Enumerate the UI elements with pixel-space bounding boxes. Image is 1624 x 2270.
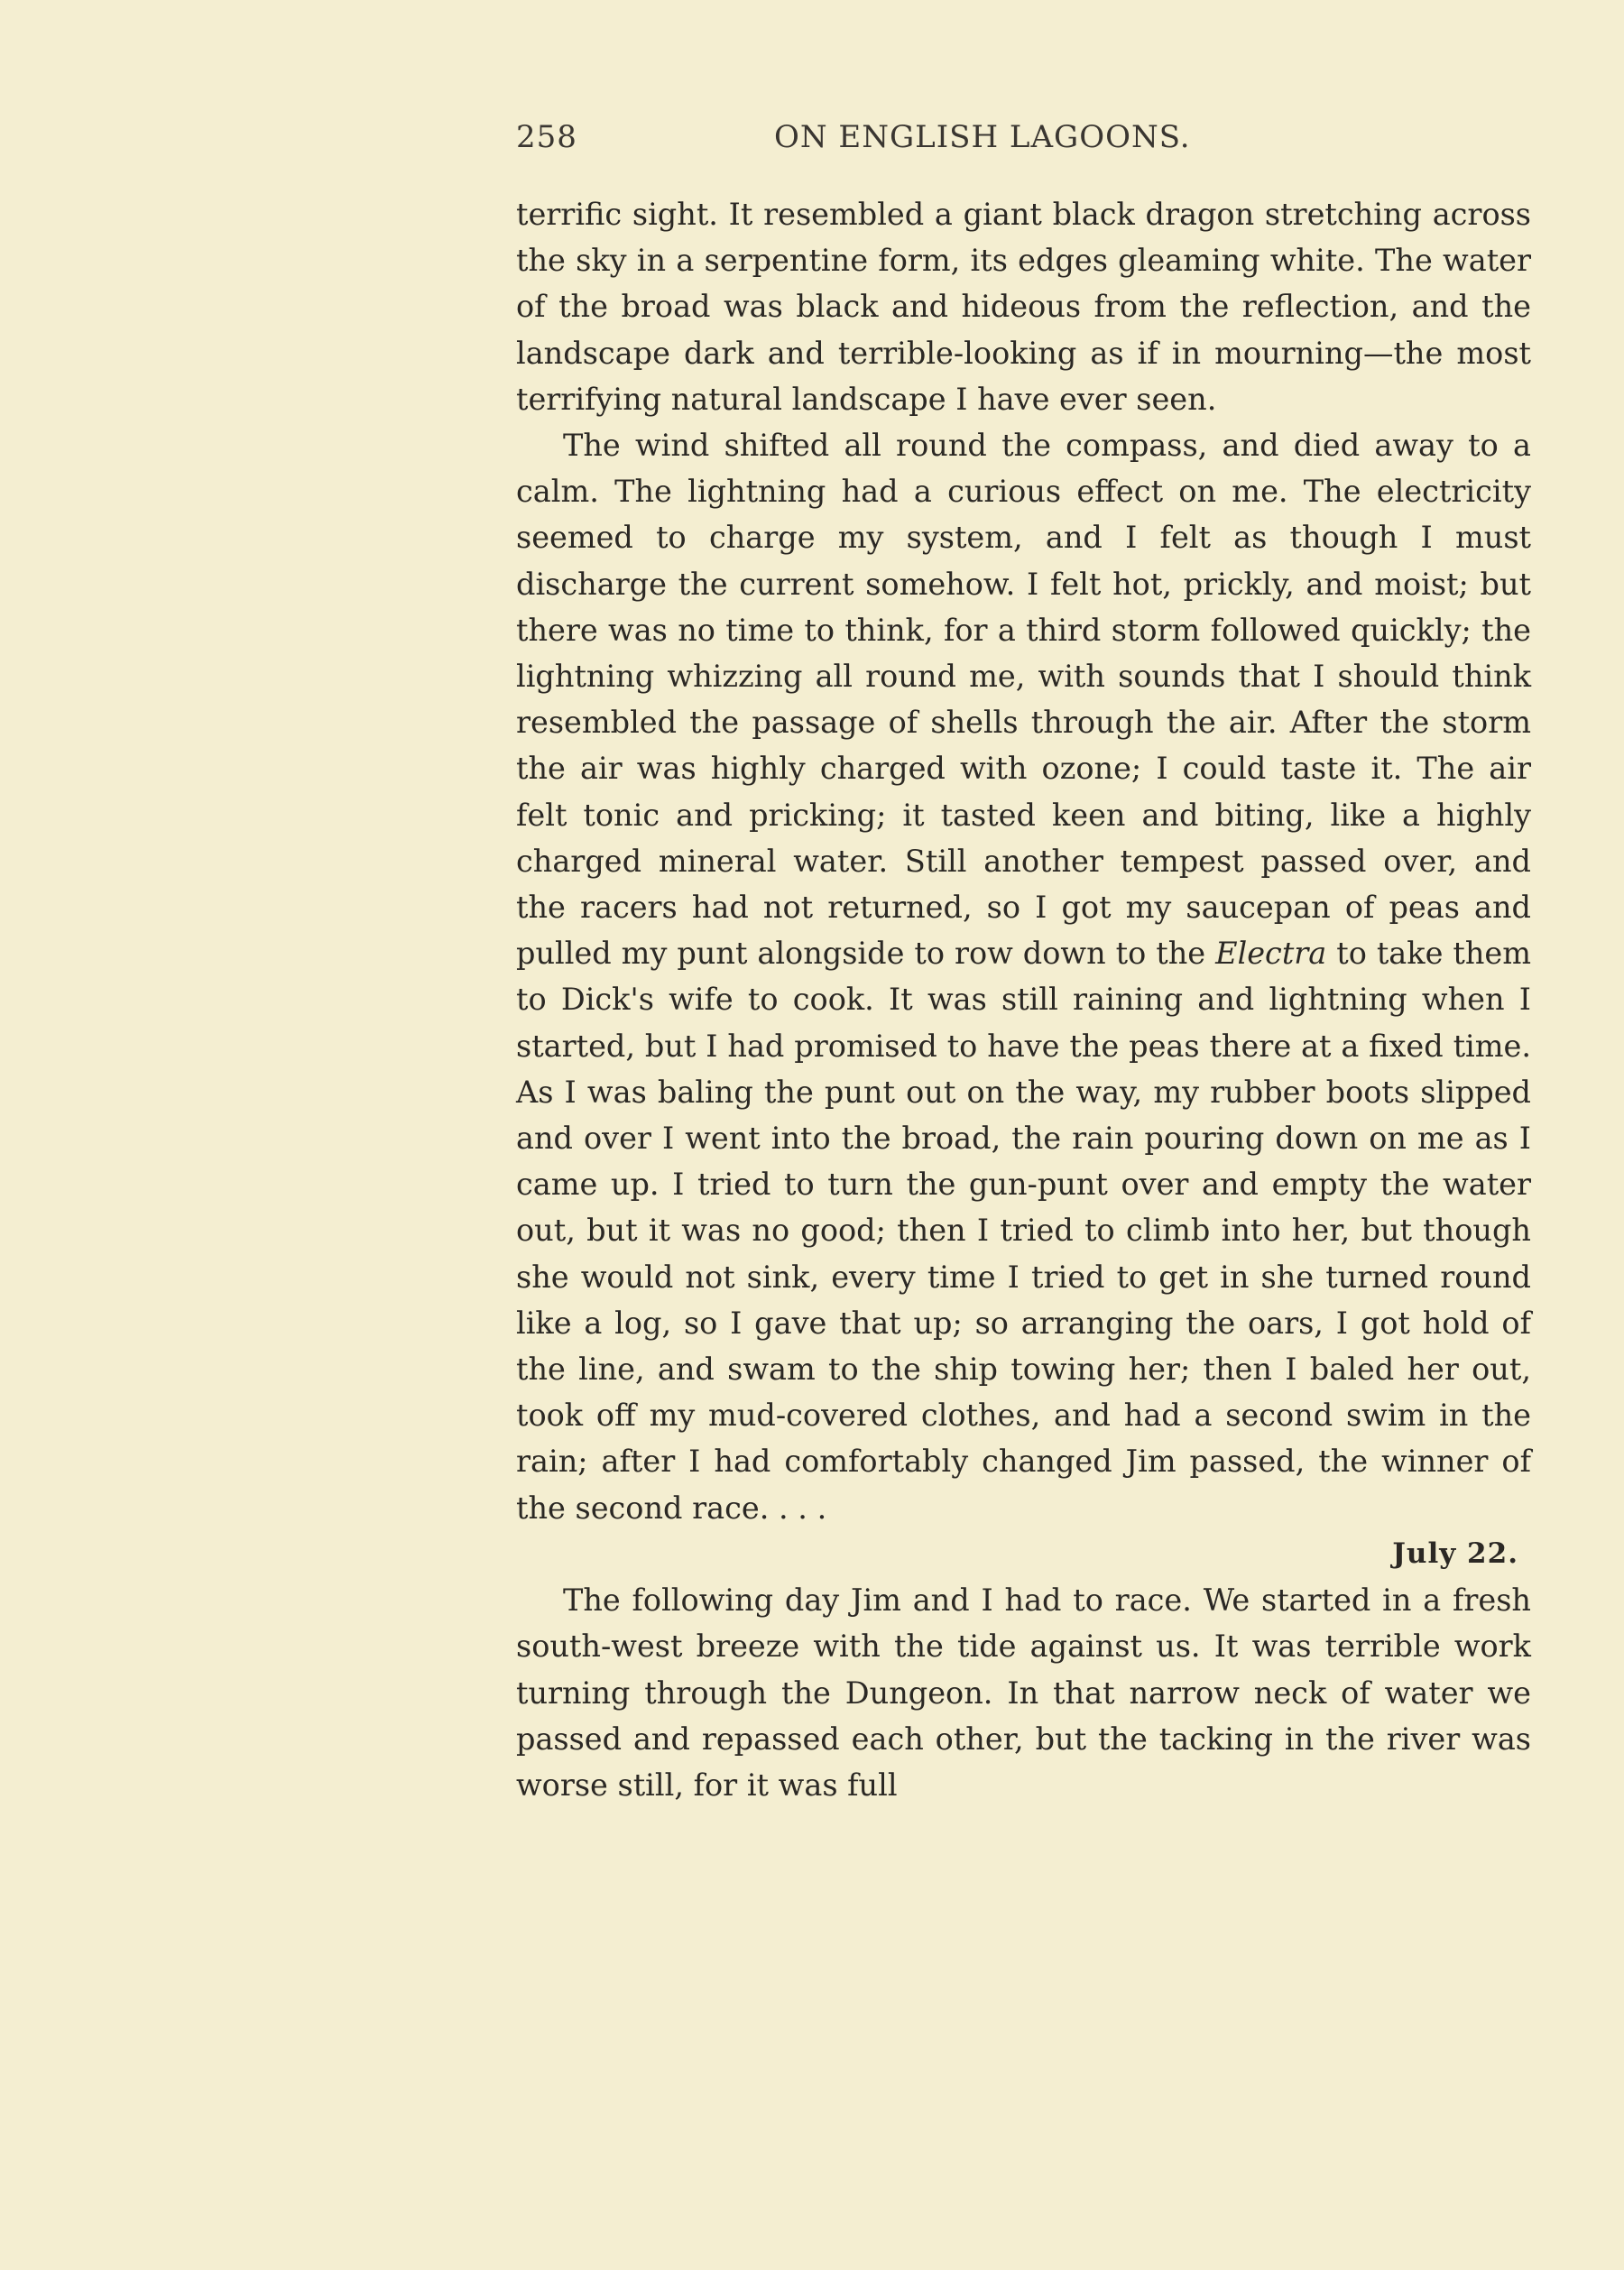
paragraph-2-text-b: to take them to Dick's wife to cook. It was still raining and lightning when I started, but I had promised to have the peas there at a fixed time. As I was baling the punt out on the way, my rubber boots slipped and over I went into the broad, the rain pouring down on me as I came up. I tried to turn the gun-punt over and empty the water out, but it was no good; then I tried to climb into her, but though she would not sink, every time I tried to get in she turned round like a log, so I gave that up; so arranging the oars, I got hold of the line, and swam to the ship towing her; then I baled her out, took off my mud-covered clothes, and had a second swim in the rain; after I had comfortably changed Jim passed, the winner of the second race. . . .: [516, 936, 1531, 1526]
paragraph-1: terrific sight. It resembled a giant black dragon stretching across the sky in a serpentine form, its edges gleaming white. The water of the broad was black and hideous from the reflection, and the landscape dark and terrible-looking as if in mourning—the most terrifying natural landscape I have ever seen.: [516, 197, 1531, 417]
page-header: [516, 119, 1531, 173]
ship-name-italic: Electra: [1215, 936, 1327, 972]
body-text: [516, 191, 1531, 1808]
date-heading: July 22.: [1392, 1536, 1518, 1570]
running-head: ON ENGLISH LAGOONS.: [774, 119, 1191, 155]
paragraph-3: The following day Jim and I had to race. We started in a fresh south-west breeze with the tide against us. It was terrible work turning through the Dungeon. In that narrow neck of water we passed and repassed each other, but the tacking in the river was worse still, for it was full: [516, 1583, 1531, 1803]
paragraph-2-text-a: The wind shifted all round the compass, and died away to a calm. The lightning had a curious effect on me. The electricity seemed to charge my system, and I felt as though I must discharge the current somehow. I felt hot, prickly, and moist; but there was no time to think, for a third storm followed quickly; the lightning whizzing all round me, with sounds that I should think resembled the passage of shells through the air. After the storm the air was highly charged with ozone; I could taste it. The air felt tonic and pricking; it tasted keen and biting, like a highly charged mineral water. Still another tempest passed over, and the racers had not returned, so I got my saucepan of peas and pulled my punt alongside to row down to the: [516, 428, 1531, 972]
paragraph-2: [516, 422, 1531, 1531]
page-number: 258: [516, 119, 577, 155]
